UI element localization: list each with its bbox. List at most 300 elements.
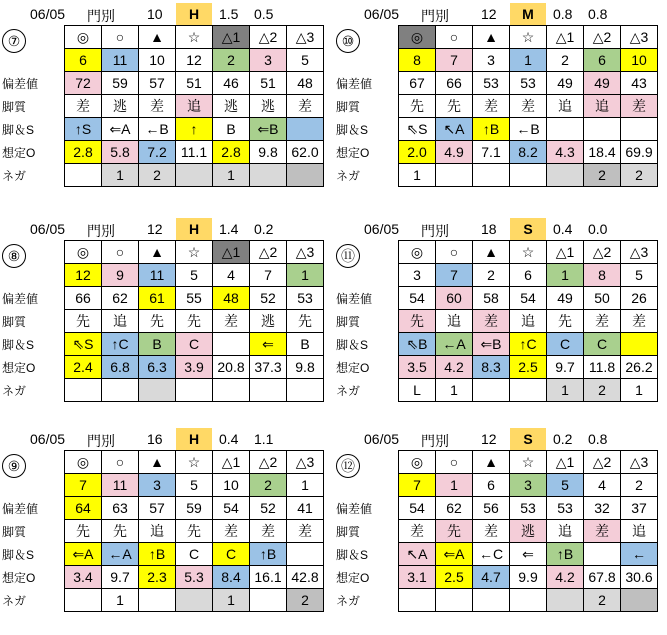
mark-cell: △3 <box>621 241 658 264</box>
neg-row <box>65 379 324 402</box>
odds-cell: 8.4 <box>213 566 250 589</box>
index-value-1: 1.4 <box>219 221 239 237</box>
horse-cell: 5 <box>621 264 658 287</box>
horse-cell: 7 <box>436 264 473 287</box>
odds-cell: 4.2 <box>547 566 584 589</box>
row-label: 想定O <box>336 361 370 375</box>
race-number: ⑪ <box>336 244 360 268</box>
style-cell: 先 <box>176 310 213 333</box>
index-value-2: 0.5 <box>254 6 274 22</box>
style-cell: 先 <box>139 310 176 333</box>
race-number: ⑫ <box>336 454 360 478</box>
horse-cell: 4 <box>213 264 250 287</box>
neg-cell: L <box>399 379 436 402</box>
horse-cell: 11 <box>139 264 176 287</box>
neg-cell <box>139 589 176 612</box>
neg-cell: 1 <box>102 164 139 187</box>
mark-cell: △3 <box>621 26 658 49</box>
horse-row <box>399 49 658 72</box>
neg-cell <box>436 589 473 612</box>
style-row <box>399 95 658 118</box>
row-label: ネガ <box>336 384 361 398</box>
mark-cell: △2 <box>584 451 621 474</box>
dev-cell: 56 <box>473 497 510 520</box>
index-value-2: 0.0 <box>588 221 608 237</box>
style-cell: 差 <box>621 95 658 118</box>
horse-cell: 5 <box>287 49 324 72</box>
race-header <box>336 218 666 240</box>
odds-cell: 2.8 <box>213 141 250 164</box>
mark-cell: ○ <box>102 241 139 264</box>
mark-cell: ☆ <box>510 26 547 49</box>
dev-cell: 49 <box>584 72 621 95</box>
mark-cell: △3 <box>621 451 658 474</box>
neg-cell <box>287 164 324 187</box>
odds-cell: 2.5 <box>510 356 547 379</box>
race-block <box>2 3 332 208</box>
legs-row <box>399 118 658 141</box>
style-row <box>399 520 658 543</box>
style-row <box>65 310 324 333</box>
odds-cell: 11.8 <box>584 356 621 379</box>
legs-cell <box>547 118 584 141</box>
row-label: ネガ <box>2 384 27 398</box>
odds-cell: 5.3 <box>176 566 213 589</box>
mark-cell: ◎ <box>65 451 102 474</box>
style-cell: 差 <box>510 95 547 118</box>
legs-row <box>399 333 658 356</box>
neg-cell <box>250 164 287 187</box>
neg-cell: 2 <box>584 589 621 612</box>
odds-cell: 62.0 <box>287 141 324 164</box>
horse-cell: 5 <box>176 474 213 497</box>
neg-cell: 2 <box>139 164 176 187</box>
odds-row <box>399 141 658 164</box>
neg-cell <box>65 589 102 612</box>
mark-cell: ◎ <box>399 26 436 49</box>
odds-cell: 2.4 <box>65 356 102 379</box>
index-value-1: 0.2 <box>553 431 573 447</box>
style-cell: 追 <box>176 95 213 118</box>
grade-badge: M <box>510 3 546 25</box>
index-value-2: 0.2 <box>254 221 274 237</box>
legs-cell <box>213 333 250 356</box>
legs-cell: ⇐A <box>102 118 139 141</box>
odds-cell: 11.1 <box>176 141 213 164</box>
horse-cell: 2 <box>473 264 510 287</box>
horse-cell: 8 <box>399 49 436 72</box>
row-label: 偏差値 <box>336 77 373 91</box>
runner-count: 12 <box>147 221 163 237</box>
horse-cell: 6 <box>510 264 547 287</box>
neg-cell <box>176 589 213 612</box>
mark-cell: △1 <box>213 451 250 474</box>
neg-cell <box>176 379 213 402</box>
horse-cell: 11 <box>102 474 139 497</box>
index-value-1: 1.5 <box>219 6 239 22</box>
neg-cell <box>473 164 510 187</box>
legs-cell: C <box>176 543 213 566</box>
row-label: 想定O <box>336 571 370 585</box>
row-label: 脚＆S <box>2 548 35 562</box>
race-venue: 門別 <box>87 8 115 24</box>
horse-cell: 1 <box>510 49 547 72</box>
style-cell: 差 <box>584 310 621 333</box>
neg-cell <box>287 379 324 402</box>
mark-cell: △2 <box>250 451 287 474</box>
mark-row <box>399 241 658 264</box>
race-header <box>336 428 666 450</box>
mark-cell: △1 <box>213 26 250 49</box>
row-label: 脚＆S <box>2 123 35 137</box>
grade-badge: S <box>510 428 546 450</box>
odds-cell: 30.6 <box>621 566 658 589</box>
legs-cell <box>584 118 621 141</box>
odds-row <box>65 141 324 164</box>
legs-cell: ← <box>621 543 658 566</box>
mark-cell: △1 <box>547 451 584 474</box>
dev-cell: 62 <box>436 497 473 520</box>
runner-count: 12 <box>481 6 497 22</box>
mark-cell: ▲ <box>473 241 510 264</box>
horse-cell: 6 <box>473 474 510 497</box>
dev-cell: 52 <box>250 497 287 520</box>
mark-cell: ☆ <box>510 241 547 264</box>
dev-cell: 49 <box>547 72 584 95</box>
horse-cell: 12 <box>65 264 102 287</box>
style-cell: 差 <box>287 95 324 118</box>
dev-cell: 54 <box>399 497 436 520</box>
legs-cell: ⇐ <box>250 333 287 356</box>
dev-cell: 53 <box>510 497 547 520</box>
horse-cell: 2 <box>621 474 658 497</box>
odds-cell: 18.4 <box>584 141 621 164</box>
dev-cell: 54 <box>213 497 250 520</box>
dev-cell: 46 <box>213 72 250 95</box>
horse-cell: 3 <box>473 49 510 72</box>
dev-row <box>399 287 658 310</box>
mark-row <box>65 26 324 49</box>
neg-row <box>65 164 324 187</box>
neg-cell <box>176 164 213 187</box>
style-cell: 差 <box>584 520 621 543</box>
race-venue: 門別 <box>87 433 115 449</box>
row-label: 脚＆S <box>336 338 369 352</box>
mark-cell: ☆ <box>510 451 547 474</box>
neg-cell: 1 <box>436 379 473 402</box>
odds-cell: 16.1 <box>250 566 287 589</box>
dev-row <box>399 497 658 520</box>
style-cell: 先 <box>102 520 139 543</box>
odds-cell: 26.2 <box>621 356 658 379</box>
neg-cell: 1 <box>547 379 584 402</box>
style-cell: 逃 <box>213 95 250 118</box>
dev-cell: 48 <box>287 72 324 95</box>
race-venue: 門別 <box>421 433 449 449</box>
dev-cell: 53 <box>510 72 547 95</box>
style-cell: 先 <box>399 310 436 333</box>
race-number: ⑨ <box>2 454 26 478</box>
horse-cell: 12 <box>176 49 213 72</box>
neg-cell <box>250 379 287 402</box>
neg-cell: 1 <box>213 164 250 187</box>
grade-badge: H <box>176 3 212 25</box>
race-header <box>2 3 332 25</box>
neg-cell <box>547 164 584 187</box>
horse-cell: 3 <box>399 264 436 287</box>
style-cell: 先 <box>65 310 102 333</box>
mark-cell: ○ <box>102 451 139 474</box>
style-cell: 追 <box>139 520 176 543</box>
style-cell: 追 <box>436 310 473 333</box>
legs-cell: C <box>176 333 213 356</box>
legs-cell: ↖A <box>436 118 473 141</box>
dev-cell: 66 <box>65 287 102 310</box>
mark-cell: ☆ <box>176 26 213 49</box>
legs-cell: ↑B <box>473 118 510 141</box>
race-date: 06/05 <box>364 431 400 447</box>
dev-cell: 53 <box>547 497 584 520</box>
legs-cell <box>621 118 658 141</box>
neg-cell <box>250 589 287 612</box>
legs-cell: ←C <box>473 543 510 566</box>
legs-cell: ⇐ <box>510 543 547 566</box>
row-label: 想定O <box>2 571 36 585</box>
odds-row <box>399 566 658 589</box>
style-cell: 差 <box>213 310 250 333</box>
mark-row <box>399 26 658 49</box>
neg-cell: 2 <box>621 164 658 187</box>
horse-row <box>65 49 324 72</box>
style-cell: 追 <box>547 95 584 118</box>
horse-cell: 11 <box>102 49 139 72</box>
neg-cell <box>399 589 436 612</box>
dev-cell: 49 <box>547 287 584 310</box>
style-cell: 追 <box>547 520 584 543</box>
mark-cell: ▲ <box>473 26 510 49</box>
dev-cell: 37 <box>621 497 658 520</box>
row-label: ネガ <box>336 169 361 183</box>
legs-cell: ↑S <box>65 118 102 141</box>
style-cell: 追 <box>621 520 658 543</box>
style-cell: 先 <box>176 520 213 543</box>
mark-cell: ○ <box>436 451 473 474</box>
neg-cell <box>213 379 250 402</box>
mark-cell: ○ <box>436 26 473 49</box>
neg-cell: 1 <box>399 164 436 187</box>
mark-cell: ▲ <box>139 241 176 264</box>
mark-cell: △2 <box>250 241 287 264</box>
dev-cell: 50 <box>584 287 621 310</box>
mark-cell: △1 <box>547 241 584 264</box>
neg-cell <box>510 379 547 402</box>
legs-cell: ⇐A <box>436 543 473 566</box>
horse-row <box>399 264 658 287</box>
odds-cell: 20.8 <box>213 356 250 379</box>
neg-cell <box>65 379 102 402</box>
dev-cell: 62 <box>102 287 139 310</box>
legs-cell: ↑ <box>176 118 213 141</box>
race-number: ⑦ <box>2 29 26 53</box>
neg-row <box>399 589 658 612</box>
mark-cell: ☆ <box>176 451 213 474</box>
legs-cell: ↖A <box>399 543 436 566</box>
odds-cell: 69.9 <box>621 141 658 164</box>
odds-cell: 3.5 <box>399 356 436 379</box>
horse-cell: 1 <box>436 474 473 497</box>
odds-cell: 3.9 <box>176 356 213 379</box>
style-cell: 差 <box>399 520 436 543</box>
mark-row <box>65 451 324 474</box>
dev-cell: 66 <box>436 72 473 95</box>
style-cell: 差 <box>213 520 250 543</box>
horse-cell: 8 <box>584 264 621 287</box>
horse-cell: 5 <box>176 264 213 287</box>
style-cell: 追 <box>584 95 621 118</box>
row-label: 脚＆S <box>336 123 369 137</box>
horse-cell: 10 <box>621 49 658 72</box>
horse-cell: 3 <box>139 474 176 497</box>
race-block <box>2 218 332 423</box>
style-cell: 差 <box>287 520 324 543</box>
dev-cell: 26 <box>621 287 658 310</box>
dev-cell: 51 <box>250 72 287 95</box>
horse-cell: 6 <box>65 49 102 72</box>
odds-cell: 9.9 <box>510 566 547 589</box>
neg-row <box>399 379 658 402</box>
index-value-2: 0.8 <box>588 431 608 447</box>
mark-cell: ◎ <box>65 26 102 49</box>
grade-badge: H <box>176 428 212 450</box>
dev-cell: 52 <box>250 287 287 310</box>
odds-cell: 7.1 <box>473 141 510 164</box>
odds-cell: 4.9 <box>436 141 473 164</box>
neg-cell <box>139 379 176 402</box>
legs-cell <box>621 333 658 356</box>
legs-cell: ⇐A <box>65 543 102 566</box>
row-label: 偏差値 <box>2 292 39 306</box>
mark-cell: ○ <box>102 26 139 49</box>
dev-cell: 51 <box>176 72 213 95</box>
style-cell: 逃 <box>510 520 547 543</box>
odds-cell: 42.8 <box>287 566 324 589</box>
legs-cell <box>287 118 324 141</box>
dev-cell: 57 <box>139 497 176 520</box>
mark-cell: △1 <box>213 241 250 264</box>
dev-cell: 55 <box>176 287 213 310</box>
neg-cell <box>102 379 139 402</box>
horse-cell: 7 <box>250 264 287 287</box>
mark-cell: ▲ <box>139 451 176 474</box>
dev-cell: 59 <box>176 497 213 520</box>
horse-cell: 10 <box>213 474 250 497</box>
neg-cell: 1 <box>213 589 250 612</box>
row-label: 脚質 <box>2 315 27 329</box>
style-cell: 差 <box>139 95 176 118</box>
legs-cell: ↑B <box>250 543 287 566</box>
race-block <box>2 428 332 633</box>
race-table <box>398 240 658 402</box>
horse-cell: 3 <box>510 474 547 497</box>
neg-cell: 2 <box>287 589 324 612</box>
style-cell: 先 <box>547 310 584 333</box>
legs-cell: ←B <box>139 118 176 141</box>
mark-cell: △3 <box>287 26 324 49</box>
row-label: ネガ <box>2 169 27 183</box>
style-cell: 先 <box>287 310 324 333</box>
race-table <box>64 450 324 612</box>
index-value-2: 0.8 <box>588 6 608 22</box>
horse-cell: 6 <box>584 49 621 72</box>
neg-cell <box>510 589 547 612</box>
dev-cell: 53 <box>287 287 324 310</box>
row-label: 偏差値 <box>2 502 39 516</box>
legs-cell: ↑C <box>510 333 547 356</box>
dev-cell: 72 <box>65 72 102 95</box>
legs-cell: ↑B <box>547 543 584 566</box>
style-cell: 逃 <box>102 95 139 118</box>
legs-cell: ⇖S <box>399 118 436 141</box>
index-value-1: 0.4 <box>553 221 573 237</box>
odds-cell: 4.7 <box>473 566 510 589</box>
horse-cell: 3 <box>250 49 287 72</box>
style-cell: 差 <box>473 95 510 118</box>
race-date: 06/05 <box>364 6 400 22</box>
row-label: 脚＆S <box>2 338 35 352</box>
mark-cell: △2 <box>584 241 621 264</box>
dev-cell: 48 <box>213 287 250 310</box>
neg-cell <box>473 589 510 612</box>
mark-cell: ◎ <box>399 241 436 264</box>
dev-cell: 32 <box>584 497 621 520</box>
neg-cell: 2 <box>584 379 621 402</box>
odds-cell: 37.3 <box>250 356 287 379</box>
dev-cell: 63 <box>102 497 139 520</box>
neg-cell <box>473 379 510 402</box>
row-label: 想定O <box>2 146 36 160</box>
style-cell: 差 <box>621 310 658 333</box>
legs-cell: B <box>213 118 250 141</box>
style-cell: 先 <box>399 95 436 118</box>
grade-badge: S <box>510 218 546 240</box>
race-date: 06/05 <box>30 431 66 447</box>
style-cell: 差 <box>473 520 510 543</box>
style-cell: 先 <box>65 520 102 543</box>
row-label: 脚質 <box>2 100 27 114</box>
style-cell: 追 <box>510 310 547 333</box>
odds-cell: 9.8 <box>250 141 287 164</box>
dev-row <box>65 72 324 95</box>
legs-cell: ⇐B <box>250 118 287 141</box>
dev-cell: 59 <box>102 72 139 95</box>
index-value-1: 0.8 <box>553 6 573 22</box>
dev-row <box>65 497 324 520</box>
row-label: 偏差値 <box>2 77 39 91</box>
mark-cell: ◎ <box>399 451 436 474</box>
dev-cell: 53 <box>473 72 510 95</box>
legs-row <box>65 543 324 566</box>
odds-cell: 2.3 <box>139 566 176 589</box>
legs-row <box>399 543 658 566</box>
style-cell: 差 <box>250 520 287 543</box>
dev-cell: 41 <box>287 497 324 520</box>
neg-row <box>399 164 658 187</box>
legs-row <box>65 118 324 141</box>
legs-cell: ⇖S <box>65 333 102 356</box>
race-venue: 門別 <box>87 223 115 239</box>
horse-row <box>65 264 324 287</box>
legs-cell: ←A <box>102 543 139 566</box>
